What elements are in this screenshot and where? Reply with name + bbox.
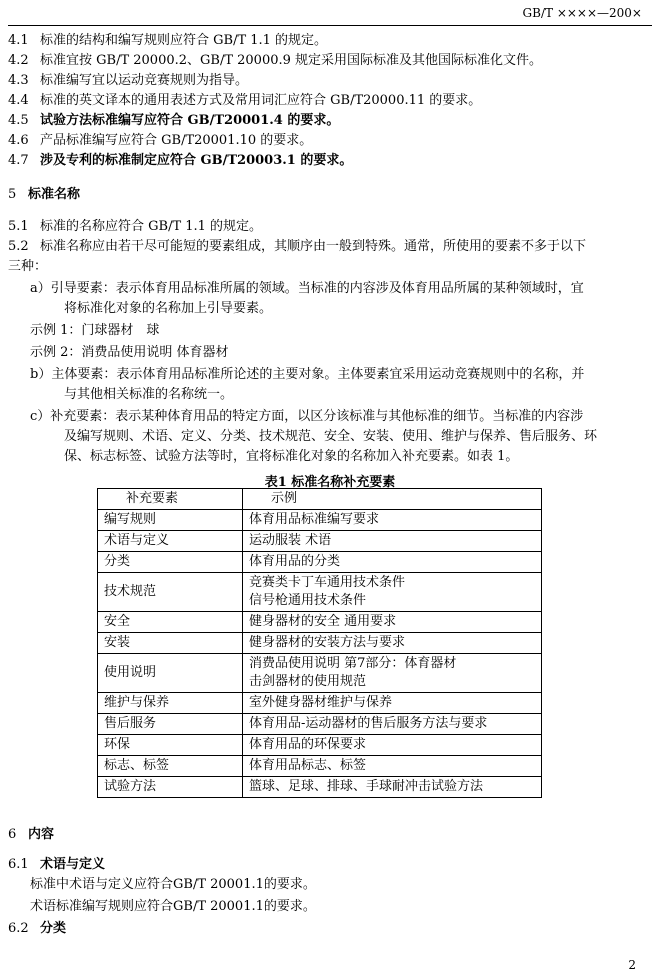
table-row: [98, 654, 542, 693]
column-header: 补充要素: [98, 489, 243, 510]
example-cell: [243, 654, 542, 693]
clause-text: 产品标准编写应符合 GB/T20001.10 的要求。: [40, 133, 313, 148]
clause-title: 分类: [40, 921, 67, 936]
table-row: [98, 552, 542, 573]
page-number: 2: [628, 958, 636, 972]
clause-number: 4.5: [8, 113, 29, 128]
item-c-line1: c）补充要素：表示某种体育用品的特定方面，以区分该标准与其他标准的细节。当标准的内容涉: [30, 409, 584, 424]
table-row: [98, 693, 542, 714]
table-row: [98, 531, 542, 552]
clause-6-2-heading: [8, 920, 66, 938]
clause-4-5: [8, 112, 339, 130]
clause-text: 标准的结构和编写规则应符合 GB/T 1.1 的规定。: [40, 33, 328, 48]
clause-6-1-line2: 术语标准编写规则应符合GB/T 20001.1的要求。: [30, 899, 316, 914]
table-row: [98, 777, 542, 798]
clause-number: 4.7: [8, 153, 29, 168]
example-cell: 篮球、足球、排球、手球耐冲击试验方法: [243, 777, 542, 798]
example-cell: 健身器材的安全 通用要求: [243, 612, 542, 633]
example-line: 竞赛类卡丁车通用技术条件: [249, 575, 406, 590]
item-a-line2: 将标准化对象的名称加上引导要素。: [64, 301, 273, 316]
clause-number: 4.2: [8, 53, 29, 68]
clause-6-1-line1: 标准中术语与定义应符合GB/T 20001.1的要求。: [30, 877, 316, 892]
item-b-line2: 与其他相关标准的名称统一。: [64, 387, 234, 402]
table-row: [98, 510, 542, 531]
clause-4-2: [8, 52, 542, 70]
table-row: [98, 612, 542, 633]
table-row: [98, 714, 542, 735]
example-line: 消费品使用说明 第7部分：体育器材: [249, 656, 457, 671]
element-cell: 术语与定义: [98, 531, 243, 552]
element-cell: 标志、标签: [98, 756, 243, 777]
clause-4-1: [8, 32, 327, 50]
clause-number: 5.1: [8, 219, 29, 234]
clause-5-2: [8, 238, 586, 256]
example-1: 示例 1：门球器材 球: [30, 323, 160, 338]
table-row: [98, 633, 542, 654]
clause-4-7: [8, 152, 352, 170]
section-title: 标准名称: [28, 187, 81, 202]
item-c-line2: 及编写规则、术语、定义、分类、技术规范、安全、安装、使用、维护与保养、售后服务、环: [64, 429, 598, 444]
clause-4-3: [8, 72, 248, 90]
clause-number: 5.2: [8, 239, 29, 254]
element-cell: 安装: [98, 633, 243, 654]
element-cell: 分类: [98, 552, 243, 573]
table-row: [98, 573, 542, 612]
example-2: 示例 2：消费品使用说明 体育器材: [30, 345, 229, 360]
example-line: 信号枪通用技术条件: [249, 593, 367, 608]
table-row: [98, 756, 542, 777]
item-b-line1: b）主体要素：表示体育用品标准所论述的主要对象。主体要素宜采用运动竞赛规则中的名称，并: [30, 367, 585, 382]
header-rule: [8, 25, 652, 26]
clause-title: 术语与定义: [40, 857, 106, 872]
clause-text: 标准的英文译本的通用表述方式及常用词汇应符合 GB/T20000.11 的要求。: [40, 93, 482, 108]
item-a-line1: a）引导要素：表示体育用品标准所属的领域。当标准的内容涉及体育用品所属的某种领域时，宜: [30, 281, 584, 296]
clause-number: 6.2: [8, 921, 29, 936]
element-cell: 编写规则: [98, 510, 243, 531]
table-row: [98, 735, 542, 756]
element-cell: 维护与保养: [98, 693, 243, 714]
section-number: 6: [8, 827, 17, 842]
example-cell: 体育用品-运动器材的售后服务方法与要求: [243, 714, 542, 735]
clause-5-2-continued: 三种：: [8, 259, 48, 274]
clause-text: 标准的名称应符合 GB/T 1.1 的规定。: [40, 219, 263, 234]
clause-text: 涉及专利的标准制定应符合 GB/T20003.1 的要求。: [40, 153, 353, 168]
example-cell: 室外健身器材维护与保养: [243, 693, 542, 714]
supplementary-elements-table: [97, 488, 542, 798]
clause-number: 4.1: [8, 33, 29, 48]
element-cell: 安全: [98, 612, 243, 633]
clause-text: 标准宜按 GB/T 20000.2、GB/T 20000.9 规定采用国际标准及其他国际标准化文件。: [40, 53, 543, 68]
clause-number: 4.4: [8, 93, 29, 108]
clause-text: 试验方法标准编写应符合 GB/T20001.4 的要求。: [40, 113, 340, 128]
example-cell: 运动服装 术语: [243, 531, 542, 552]
column-header: 示例: [243, 489, 542, 510]
clause-number: 4.3: [8, 73, 29, 88]
clause-6-1-heading: [8, 856, 105, 874]
section-title: 内容: [28, 827, 55, 842]
example-cell: 体育用品标志、标签: [243, 756, 542, 777]
item-c-line3: 保、标志标签、试验方法等时，宜将标准化对象的名称加入补充要素。如表 1。: [64, 449, 519, 464]
example-cell: 体育用品的分类: [243, 552, 542, 573]
table-header-row: [98, 489, 542, 510]
element-cell: 试验方法: [98, 777, 243, 798]
clause-number: 6.1: [8, 857, 29, 872]
section-6-heading: [8, 826, 54, 844]
example-cell: 健身器材的安装方法与要求: [243, 633, 542, 654]
example-cell: [243, 573, 542, 612]
standard-code-header: GB/T ××××—200×: [522, 6, 642, 20]
clause-text: 标准编写宜以运动竞赛规则为指导。: [40, 73, 249, 88]
clause-4-6: [8, 132, 312, 150]
clause-number: 4.6: [8, 133, 29, 148]
example-cell: 体育用品的环保要求: [243, 735, 542, 756]
example-line: 击剑器材的使用规范: [249, 674, 367, 689]
element-cell: 环保: [98, 735, 243, 756]
element-cell: 技术规范: [98, 573, 243, 612]
example-cell: 体育用品标准编写要求: [243, 510, 542, 531]
section-5-heading: [8, 186, 80, 204]
clause-text: 标准名称应由若干尽可能短的要素组成，其顺序由一般到特殊。通常，所使用的要素不多于以下: [40, 239, 587, 254]
element-cell: 售后服务: [98, 714, 243, 735]
clause-5-1: [8, 218, 262, 236]
section-number: 5: [8, 187, 17, 202]
element-cell: 使用说明: [98, 654, 243, 693]
clause-4-4: [8, 92, 481, 110]
table-caption: 表1 标准名称补充要素: [264, 475, 396, 490]
